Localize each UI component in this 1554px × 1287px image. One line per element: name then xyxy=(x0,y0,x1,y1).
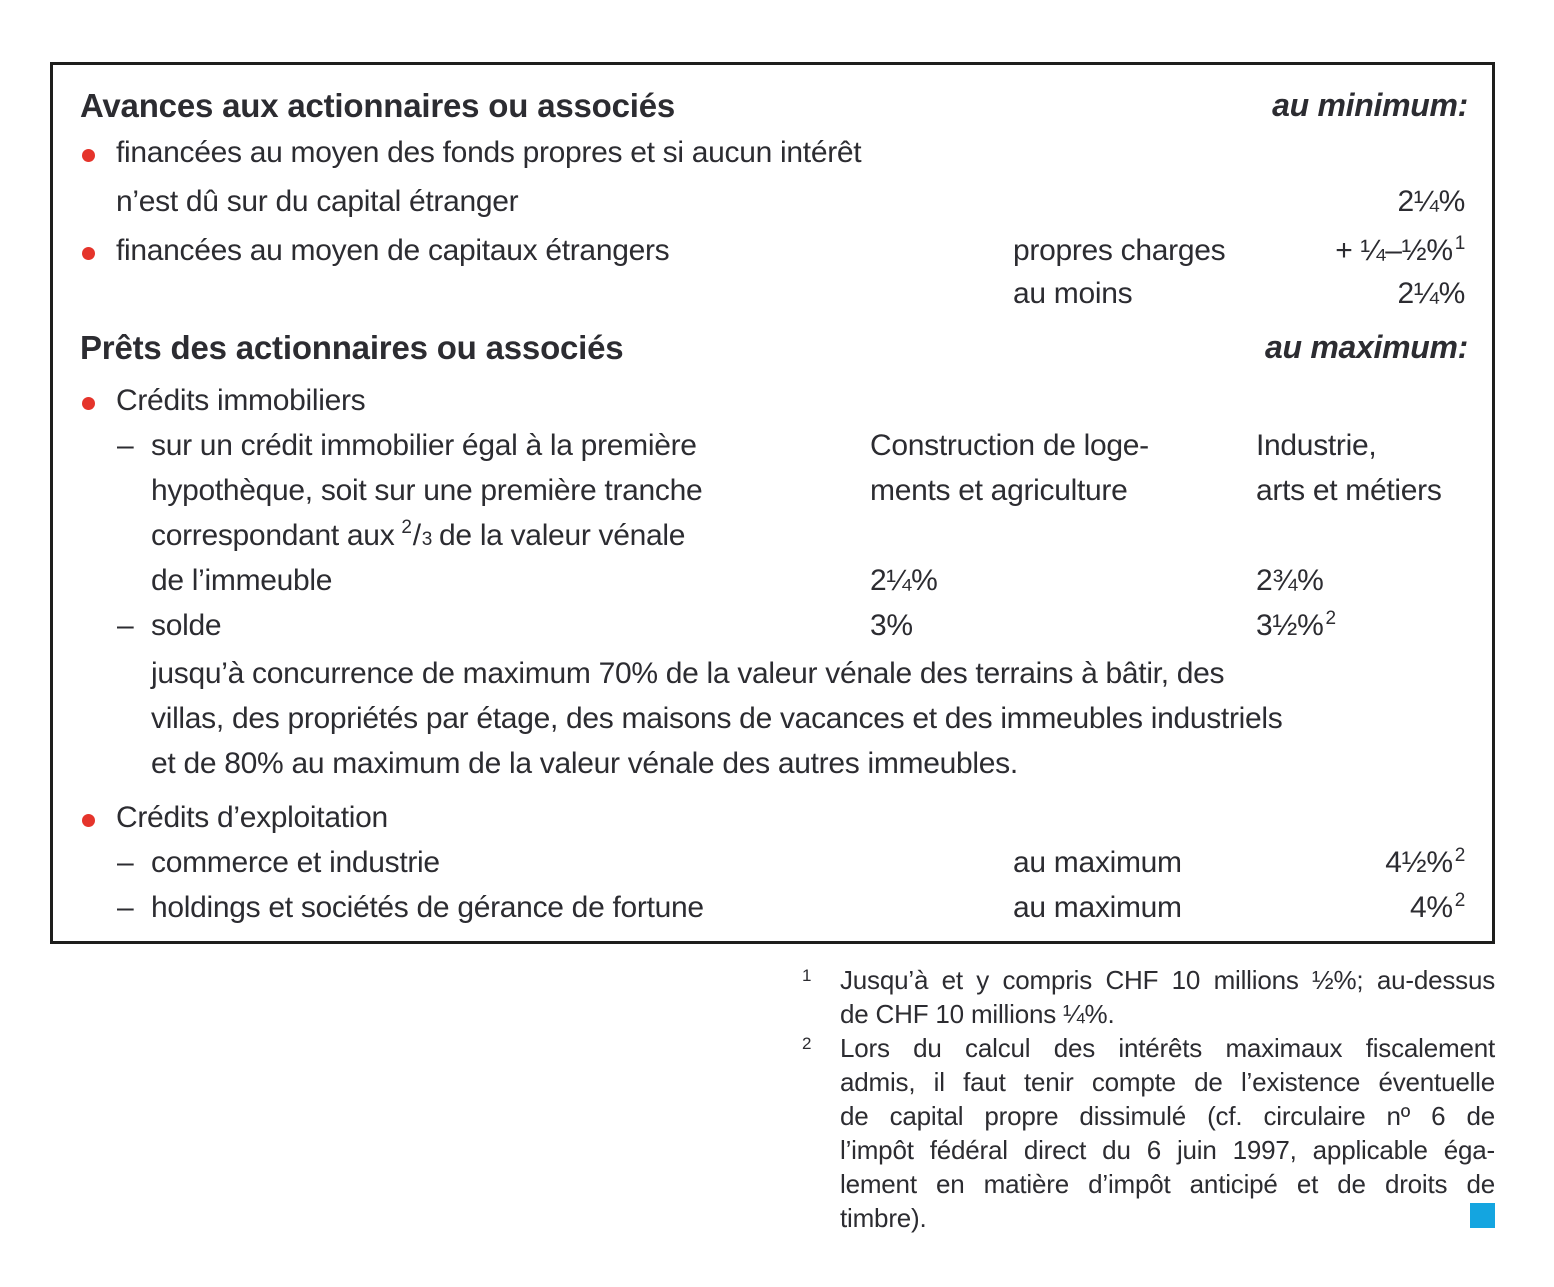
item1-text-line2: n’est dû sur du capital étranger xyxy=(116,185,519,218)
dash-marker: – xyxy=(117,846,134,879)
column-header-industrie-line1: Industrie, xyxy=(1256,429,1377,462)
row-commerce xyxy=(53,840,1492,885)
note-text-line2: villas, des propriétés par étage, des maisons de vacances et des immeubles industriels xyxy=(151,702,1283,735)
rate-value: 4½% xyxy=(1385,846,1453,879)
row-solde xyxy=(53,603,1492,648)
row-holdings xyxy=(53,885,1492,930)
qualifier-au-minimum: au minimum: xyxy=(1272,87,1468,123)
holdings-rate xyxy=(1410,885,1465,934)
item2-row2-label: au moins xyxy=(1013,277,1133,310)
footnote-ref-2: 2 xyxy=(1325,608,1336,629)
dash-marker: – xyxy=(117,429,134,462)
column-header-construction-line1: Construction de loge- xyxy=(870,429,1149,462)
rate-value: 4% xyxy=(1409,891,1453,924)
row-item2-line1 xyxy=(53,228,1492,273)
row-credits-exploitation xyxy=(53,795,1492,840)
bullet-icon xyxy=(82,814,95,827)
commerce-rate xyxy=(1385,840,1465,889)
sub1-text-line3 xyxy=(151,513,685,562)
credits-immobiliers-label: Crédits immobiliers xyxy=(116,384,366,417)
row-note-line1 xyxy=(53,651,1492,696)
fraction-numerator: 2 xyxy=(401,517,412,538)
credits-exploitation-label: Crédits d’exploitation xyxy=(116,801,388,834)
commerce-label: commerce et industrie xyxy=(151,846,440,879)
bullet-icon xyxy=(82,397,95,410)
sub1-rate-industrie: 2¾% xyxy=(1256,564,1324,597)
rate-value: 3½% xyxy=(1256,609,1324,642)
rate-value: + ¼–½% xyxy=(1335,234,1453,267)
note-text-line1: jusqu’à concurrence de maximum 70% de la valeur vénale des terrains à bâtir, des xyxy=(151,657,1225,690)
item2-row1-rate xyxy=(1335,228,1465,277)
dash-marker: – xyxy=(117,609,134,642)
footnote-ref-2: 2 xyxy=(1454,845,1465,866)
footnote-2-number: 2 xyxy=(802,1034,812,1053)
column-header-industrie-line2: arts et métiers xyxy=(1256,474,1442,507)
qualifier-au-maximum: au maximum: xyxy=(1265,329,1468,365)
item1-text-line1: financées au moyen des fonds propres et si aucun intérêt xyxy=(116,136,862,169)
row-sub1-line2 xyxy=(53,468,1492,513)
row-item1-line2 xyxy=(53,179,1492,224)
fraction-denominator: 3 xyxy=(421,529,433,550)
commerce-qualifier: au maximum xyxy=(1013,846,1182,879)
footnote-2-line1: Lors du calcul des intérêts maximaux fiscalement xyxy=(840,1033,1495,1063)
end-marker-icon xyxy=(1470,1203,1495,1228)
row-note-line3 xyxy=(53,741,1492,786)
solde-label: solde xyxy=(151,609,222,642)
item2-row1-label: propres charges xyxy=(1013,234,1226,267)
row-item1-line1 xyxy=(53,130,1492,175)
sub1-text-line2: hypothèque, soit sur une première tranche xyxy=(151,474,703,507)
row-sub1-line4 xyxy=(53,558,1492,603)
footnote-1-line2: de CHF 10 millions ¼%. xyxy=(840,999,1115,1029)
footnote-2-line6: timbre). xyxy=(840,1203,927,1233)
note-text-line3: et de 80% au maximum de la valeur vénale des autres immeubles. xyxy=(151,747,1018,780)
footnote-ref-2: 2 xyxy=(1454,890,1465,911)
bullet-icon xyxy=(82,149,95,162)
column-header-construction-line2: ments et agriculture xyxy=(870,474,1128,507)
line3-prefix: correspondant aux xyxy=(151,519,395,552)
holdings-label: holdings et sociétés de gérance de fortune xyxy=(151,891,704,924)
holdings-qualifier: au maximum xyxy=(1013,891,1182,924)
footnote-1-number: 1 xyxy=(802,966,812,985)
footnote-2-line4: l’impôt fédéral direct du 6 juin 1997, applicable éga- xyxy=(840,1135,1495,1165)
row-prets-header xyxy=(53,325,1492,370)
footnote-2-line5: lement en matière d’impôt anticipé et de droits de xyxy=(840,1169,1495,1199)
section-title-prets: Prêts des actionnaires ou associés xyxy=(80,329,624,366)
sub1-rate-construction: 2¼% xyxy=(870,564,938,597)
footnote-2-line3: de capital propre dissimulé (cf. circulaire nº 6 de xyxy=(840,1101,1495,1131)
dash-marker: – xyxy=(117,891,134,924)
footnote-1-line1: Jusqu’à et y compris CHF 10 millions ½%; au-dessus xyxy=(840,965,1495,995)
row-credits-immobiliers xyxy=(53,378,1492,423)
interest-rates-panel xyxy=(50,62,1495,944)
row-sub1-line1 xyxy=(53,423,1492,468)
row-sub1-line3 xyxy=(53,513,1492,558)
footnote-2-line2: admis, il faut tenir compte de l’existence éventuelle xyxy=(840,1067,1495,1097)
row-avances-header xyxy=(53,83,1492,128)
sub1-text-line1: sur un crédit immobilier égal à la première xyxy=(151,429,697,462)
item1-rate: 2¼% xyxy=(1397,185,1465,218)
sub1-text-line4: de l’immeuble xyxy=(151,564,333,597)
footnote-2 xyxy=(802,1031,1495,1235)
bullet-icon xyxy=(82,247,95,260)
item2-text-line1: financées au moyen de capitaux étrangers xyxy=(116,234,670,267)
solde-rate-construction: 3% xyxy=(870,609,913,642)
section-title-avances: Avances aux actionnaires ou associés xyxy=(80,87,676,124)
line3-suffix: de la valeur vénale xyxy=(439,519,686,552)
row-note-line2 xyxy=(53,696,1492,741)
row-item2-line2 xyxy=(53,271,1492,316)
item2-row2-rate: 2¼% xyxy=(1397,277,1465,310)
footnote-1 xyxy=(802,963,1495,1031)
solde-rate-industrie xyxy=(1256,603,1336,652)
footnotes-block xyxy=(802,963,1495,1235)
footnote-ref-1: 1 xyxy=(1454,233,1465,254)
fraction-slash: / xyxy=(412,519,421,552)
